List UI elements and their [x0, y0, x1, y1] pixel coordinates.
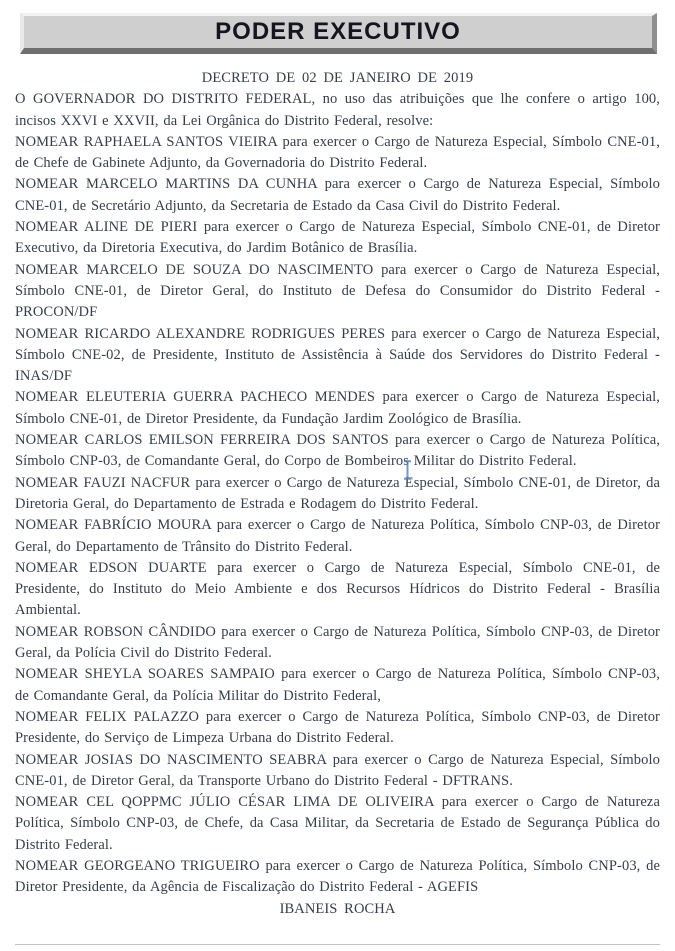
signature-name: IBANEIS ROCHA [279, 900, 396, 917]
decree-document [15, 68, 660, 920]
decree-paragraph: O GOVERNADOR DO DISTRITO FEDERAL, no uso das atribuições que lhe confere o artigo 100, incisos XXVI e XXVII, da Lei Orgânica do Distrito Federal, resolve: [15, 91, 660, 129]
decree-paragraph: NOMEAR GEORGEANO TRIGUEIRO para exercer o Cargo de Natureza Política, Símbolo CNP-03, de Diretor Presidente, da Agência de Fiscalização do Distrito Federal - AGEFIS [15, 857, 660, 896]
decree-paragraph: NOMEAR ALINE DE PIERI para exercer o Cargo de Natureza Especial, Símbolo CNE-01, de Diretor Executivo, da Diretoria Executiva, do Jardim Botânico de Brasília. [15, 219, 660, 257]
decree-paragraph: NOMEAR SHEYLA SOARES SAMPAIO para exercer o Cargo de Natureza Política, Símbolo CNP-03, de Comandante Geral, da Polícia Militar do Distrito Federal, [15, 666, 660, 704]
decree-paragraph: NOMEAR ELEUTERIA GUERRA PACHECO MENDES para exercer o Cargo de Natureza Especial, Símbolo CNE-01, de Diretor Presidente, da Fundação Jardim Zoológico de Brasília. [15, 389, 660, 427]
decree-paragraph: NOMEAR FELIX PALAZZO para exercer o Cargo de Natureza Política, Símbolo CNP-03, de Diretor Presidente, do Serviço de Limpeza Urbana do Distrito Federal. [15, 708, 660, 747]
decree-heading: DECRETO DE 02 DE JANEIRO DE 2019 [201, 70, 474, 86]
decree-paragraph: NOMEAR RAPHAELA SANTOS VIEIRA para exercer o Cargo de Natureza Especial, Símbolo CNE-01, de Chefe de Gabinete Adjunto, da Governadoria do Distrito Federal. [15, 133, 660, 172]
decree-paragraph: NOMEAR MARCELO DE SOUZA DO NASCIMENTO para exercer o Cargo de Natureza Especial, Símbolo CNE-01, de Diretor Geral, do Instituto de Defesa do Consumidor do Distrito Federal - PROCON/DF [15, 261, 660, 321]
decree-paragraph: NOMEAR CEL QOPPMC JÚLIO CÉSAR LIMA DE OLIVEIRA para exercer o Cargo de Natureza Política, Símbolo CNP-03, de Chefe, da Casa Militar, da Secretaria de Estado de Segurança Pública do Distrito Federal. [15, 794, 660, 853]
decree-paragraph: NOMEAR CARLOS EMILSON FERREIRA DOS SANTOS para exercer o Cargo de Natureza Política, Símbolo CNP-03, de Comandante Geral, do Corpo de Bombeiros Militar do Distrito Federal. [15, 432, 660, 470]
section-title: PODER EXECUTIVO [215, 18, 461, 45]
decree-paragraph: NOMEAR MARCELO MARTINS DA CUNHA para exercer o Cargo de Natureza Especial, Símbolo CNE-01, de Secretário Adjunto, da Secretaria de Estado da Casa Civil do Distrito Federal. [15, 176, 660, 214]
decree-paragraph: NOMEAR FAUZI NACFUR para exercer o Cargo de Natureza Especial, Símbolo CNE-01, de Diretor, da Diretoria Geral, do Departamento de Estrada e Rodagem do Distrito Federal. [15, 474, 660, 512]
decree-paragraph: NOMEAR JOSIAS DO NASCIMENTO SEABRA para exercer o Cargo de Natureza Especial, Símbolo CNE-01, de Diretor Geral, da Transporte Urbano do Distrito Federal - DFTRANS. [15, 751, 660, 789]
decree-paragraph: NOMEAR RICARDO ALEXANDRE RODRIGUES PERES para exercer o Cargo de Natureza Especial, Símbolo CNE-02, de Presidente, Instituto de Assistência à Saúde dos Servidores do Distrito Federal - INAS/DF [15, 325, 660, 385]
decree-paragraph: NOMEAR FABRÍCIO MOURA para exercer o Cargo de Natureza Política, Símbolo CNP-03, de Diretor Geral, do Departamento de Trânsito do Distrito Federal. [15, 517, 660, 555]
decree-paragraphs [15, 89, 660, 898]
poder-executivo-header-bar [20, 13, 657, 54]
decree-paragraph: NOMEAR ROBSON CÂNDIDO para exercer o Cargo de Natureza Política, Símbolo CNP-03, de Diretor Geral, da Polícia Civil do Distrito Federal. [15, 623, 660, 662]
bottom-divider [15, 944, 660, 945]
decree-paragraph: NOMEAR EDSON DUARTE para exercer o Cargo de Natureza Especial, Símbolo CNE-01, de Presidente, do Instituto do Meio Ambiente e dos Recursos Hídricos do Distrito Federal - Brasília Ambiental. [15, 559, 660, 619]
